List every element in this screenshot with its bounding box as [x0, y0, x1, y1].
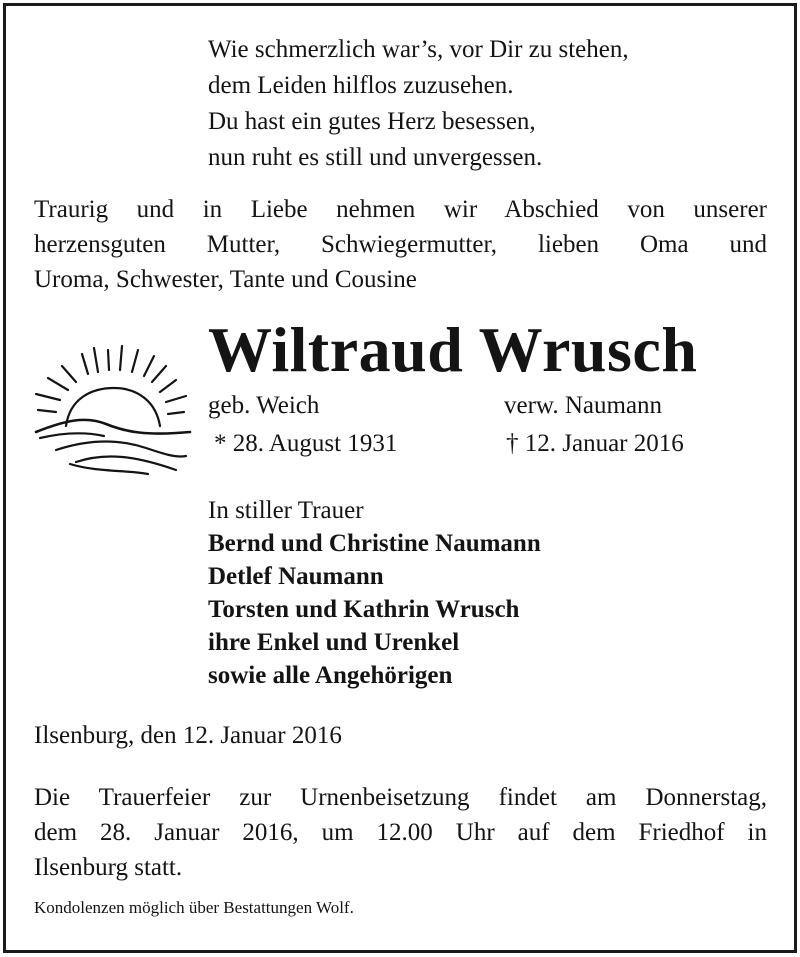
sunset-over-hills-icon [26, 340, 198, 480]
mourners-block [208, 494, 541, 692]
intro-line: herzensguten Mutter, Schwiegermutter, lieben Oma und [34, 231, 767, 258]
intro-text [34, 192, 767, 297]
funeral-service-info [34, 780, 767, 885]
death-date: † 12. Januar 2016 [506, 430, 684, 457]
place-and-date: Ilsenburg, den 12. Januar 2016 [34, 722, 342, 749]
poem-line: dem Leiden hilflos zuzusehen. [208, 72, 514, 99]
mourner-name: Torsten und Kathrin Wrusch [208, 596, 520, 623]
memorial-poem [208, 32, 629, 176]
widowed-name: verw. Naumann [504, 392, 663, 419]
service-line: Die Trauerfeier zur Urnenbeisetzung findet am Donnerstag, [34, 784, 767, 811]
condolences-note: Kondolenzen möglich über Bestattungen Wolf. [34, 898, 354, 917]
mourners-heading: In stiller Trauer [208, 497, 364, 524]
mourner-name: Detlef Naumann [208, 563, 384, 590]
poem-line: nun ruht es still und unvergessen. [208, 144, 543, 171]
intro-line: Traurig und in Liebe nehmen wir Abschied von unserer [34, 196, 767, 223]
poem-line: Wie schmerzlich war’s, vor Dir zu stehen, [208, 36, 629, 63]
service-line: Ilsenburg statt. [34, 854, 183, 881]
service-line: dem 28. Januar 2016, um 12.00 Uhr auf dem Friedhof in [34, 819, 767, 846]
mourner-name: Bernd und Christine Naumann [208, 530, 541, 557]
birth-date: * 28. August 1931 [214, 430, 398, 457]
deceased-name: Wiltraud Wrusch [208, 314, 698, 385]
intro-line: Uroma, Schwester, Tante und Cousine [34, 266, 417, 293]
mourner-name: sowie alle Angehörigen [208, 662, 453, 689]
mourner-name: ihre Enkel und Urenkel [208, 629, 460, 656]
birth-name: geb. Weich [208, 392, 320, 419]
poem-line: Du hast ein gutes Herz besessen, [208, 108, 536, 135]
